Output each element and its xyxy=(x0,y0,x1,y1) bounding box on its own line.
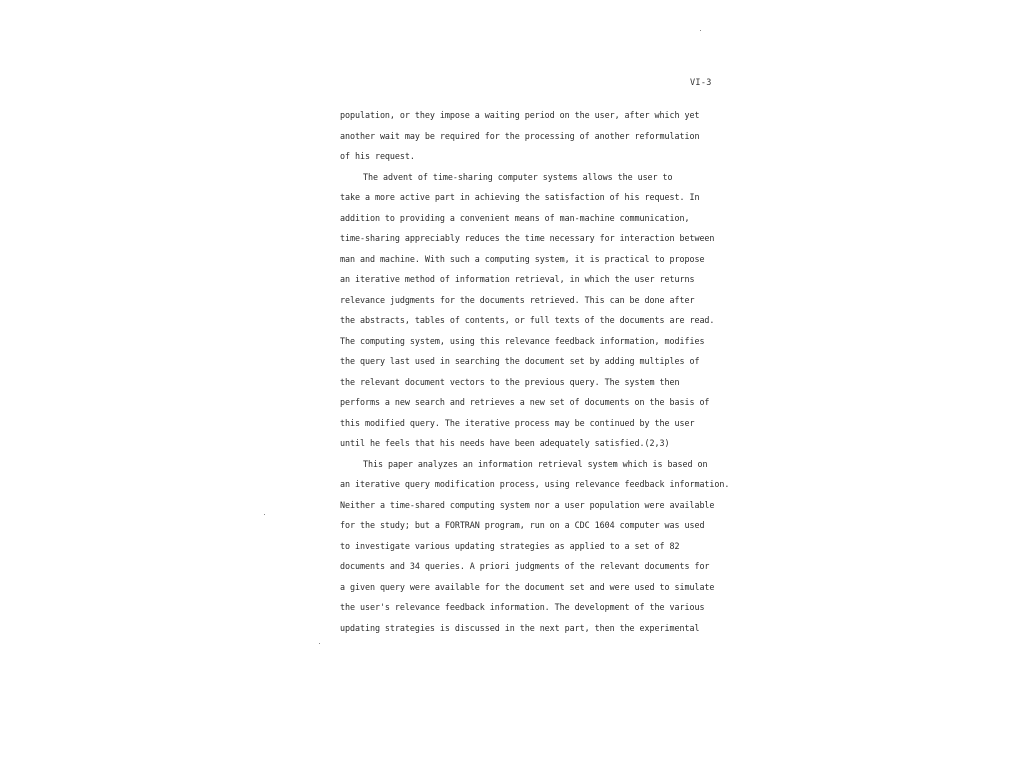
text-line: another wait may be required for the processing of another reformulation xyxy=(340,130,700,141)
text-line: the query last used in searching the document set by adding multiples of xyxy=(340,356,700,366)
text-line: Neither a time-shared computing system nor a user population were available xyxy=(340,499,715,510)
text-line: an iterative method of information retrieval, in which the user returns xyxy=(340,274,695,284)
text-line: This paper analyzes an information retrieval system which is based on xyxy=(363,458,708,469)
text-line: time-sharing appreciably reduces the time necessary for interaction between xyxy=(340,233,715,243)
text-line: the user's relevance feedback information. The development of the various xyxy=(340,602,705,612)
text-line: updating strategies is discussed in the next part, then the experimental xyxy=(340,622,700,633)
text-line: relevance judgments for the documents retrieved. This can be done after xyxy=(340,294,695,305)
scan-speck xyxy=(700,30,701,31)
text-line: The computing system, using this relevance feedback information, modifies xyxy=(340,335,705,346)
text-line: this modified query. The iterative process may be continued by the user xyxy=(340,417,695,428)
text-line: The advent of time-sharing computer systems allows the user to xyxy=(363,171,673,182)
text-line: population, or they impose a waiting period on the user, after which yet xyxy=(340,110,700,120)
text-line: an iterative query modification process, using relevance feedback information. xyxy=(340,479,730,489)
scan-speck xyxy=(319,643,320,644)
text-line: the relevant document vectors to the previous query. The system then xyxy=(340,376,680,387)
text-line: a given query were available for the document set and were used to simulate xyxy=(340,581,715,592)
text-line: for the study; but a FORTRAN program, run on a CDC 1604 computer was used xyxy=(340,520,705,530)
page-number: VI-3 xyxy=(690,78,712,88)
text-line: addition to providing a convenient means of man-machine communication, xyxy=(340,212,690,223)
text-line: of his request. xyxy=(340,151,415,161)
text-line: performs a new search and retrieves a new set of documents on the basis of xyxy=(340,397,710,407)
text-line: man and machine. With such a computing system, it is practical to propose xyxy=(340,253,705,264)
text-line: to investigate various updating strategies as applied to a set of 82 xyxy=(340,540,680,551)
text-line: the abstracts, tables of contents, or full texts of the documents are read. xyxy=(340,315,715,325)
text-line: documents and 34 queries. A priori judgments of the relevant documents for xyxy=(340,561,710,571)
text-line: until he feels that his needs have been adequately satisfied.(2,3) xyxy=(340,438,670,448)
text-line: take a more active part in achieving the satisfaction of his request. In xyxy=(340,192,700,202)
scan-speck xyxy=(264,514,265,515)
